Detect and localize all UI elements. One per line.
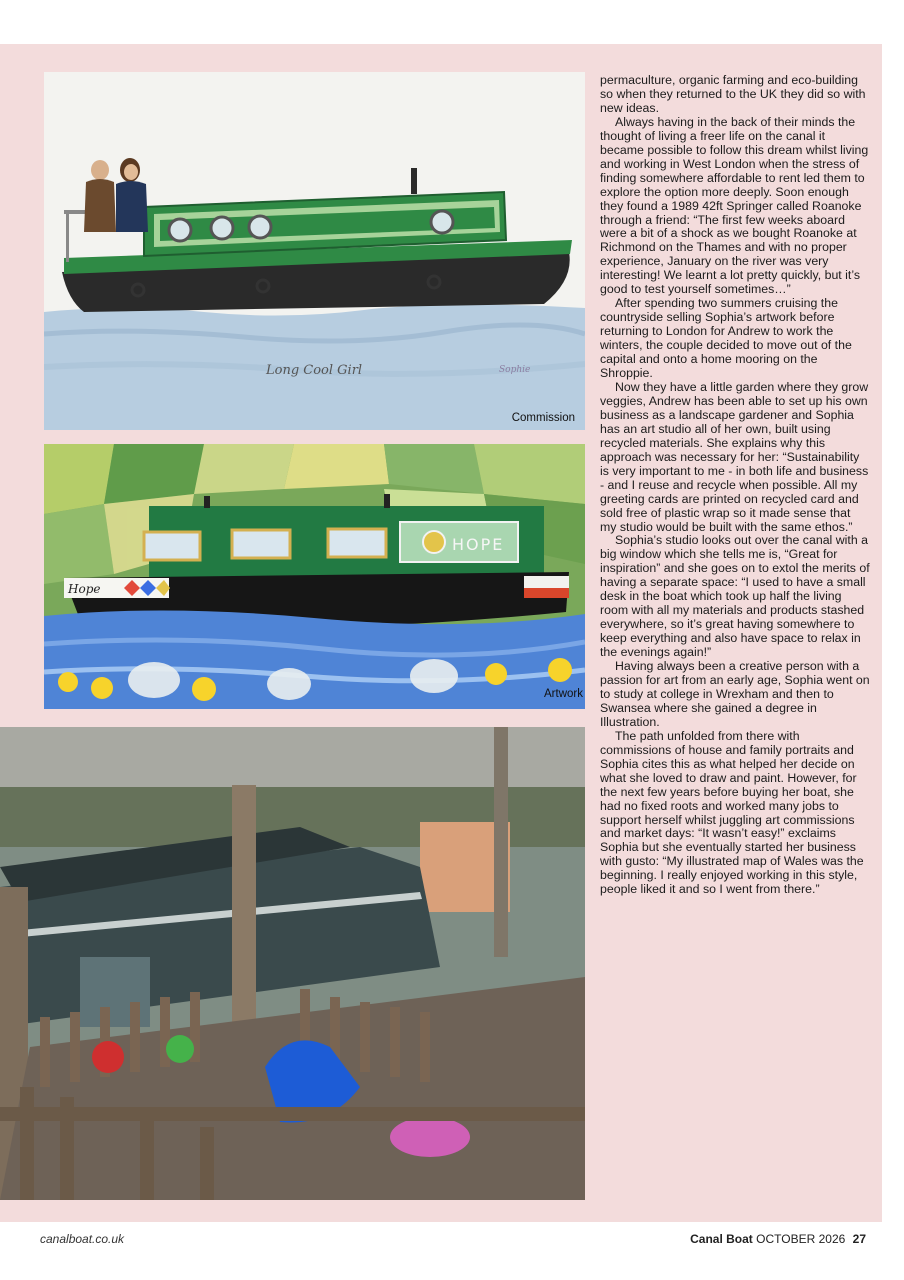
canal-mooring-photo (0, 727, 585, 1200)
bow-name: Hope (68, 582, 101, 596)
article-paragraph: After spending two summers cruising the countryside selling Sophia’s artwork before returning to London for Andrew to work the winters, the couple decided to move out of the capital and onto a home mooring on the Shroppie. (600, 296, 852, 381)
magazine-name: Canal Boat (690, 1232, 753, 1246)
article-body (600, 74, 870, 897)
page-number: 27 (852, 1232, 866, 1246)
article-paragraph: Sophia’s studio looks out over the canal with a big window which she tells me is, “Great for inspiration” and she goes on to extol the merits of having a separate space: “I used to have a small desk in the boat which took up half the living room with all my materials and products stashed everywhere, so it’s great having somewhere to keep everything and also have space to relax in the evenings again!” (600, 533, 870, 660)
artist-signature: Sophie (499, 365, 531, 375)
boat-name-panel: HOPE (452, 535, 505, 554)
image-caption: Commission (511, 412, 575, 424)
article-paragraph: The path unfolded from there with commissions of house and family portraits and Sophia cites this as what helped her decide on what she loved to draw and paint. However, for the next few years before buying her boat, she had no fixed roots and worked many jobs to support herself whilst juggling art commissions and market days: “It wasn’t easy!” exclaims Sophia but she eventually started her business with gusto: “My illustrated map of Wales was the beginning. I really enjoyed working in this style, people liked it and so I went from there.” (600, 728, 864, 897)
issue-date: OCTOBER 2026 (756, 1232, 846, 1246)
image-caption: Artwork (544, 688, 583, 700)
article-paragraph: permaculture, organic farming and eco-building so when they returned to the UK they did so with new ideas. (600, 73, 866, 115)
hope-artwork (44, 444, 585, 709)
footer-website: canalboat.co.uk (40, 1232, 125, 1246)
footer-folio (690, 1232, 866, 1246)
commission-painting (44, 72, 585, 430)
hope-boat-illustration (44, 444, 585, 709)
article-paragraph: Always having in the back of their minds the thought of living a freer life on the canal it became possible to follow this dream whilst living and working in West London when the stress of finding somewhere affordable to rent led them to explore the option more deeply. Soon enough they found a 1989 42ft Springer called Roanoke through a friend: “The first few weeks aboard were a bit of a shock as we bought Roanoke at Richmond on the Thames and with no proper experience, January on the river was very interesting! We learnt a lot pretty quickly, but it’s good to test yourself sometimes…” (600, 114, 869, 297)
narrowboat-painting-illustration (44, 72, 585, 430)
moored-narrowboat-photo (0, 727, 585, 1200)
article-paragraph: Having always been a creative person with a passion for art from an early age, Sophia went on to study at college in Wrexham and then to Swansea where she gained a degree in Illustration. (600, 659, 870, 729)
article-paragraph: Now they have a little garden where they grow veggies, Andrew has been able to set up his own business as a landscape gardener and Sophia has an art studio all of her own, built using recycled materials. She explains why this approach was necessary for her: “Sustainability is very important to me - in both life and business - and I reuse and recycle when possible. All my greeting cards are printed on recycled card and sold free of plastic wrap so it made sense that my studio would be built with the same ethos.” (600, 379, 869, 534)
painted-boat-name: Long Cool Girl (266, 363, 363, 378)
